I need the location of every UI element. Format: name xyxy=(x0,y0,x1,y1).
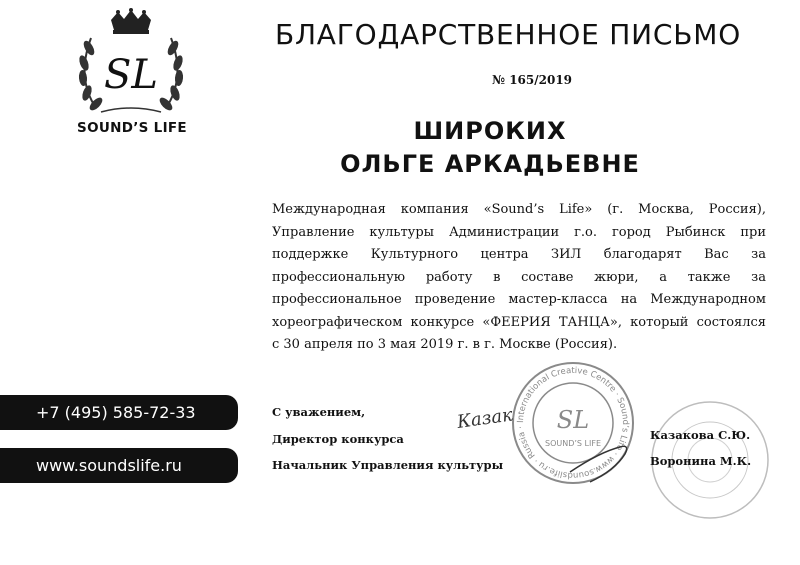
body-line: поддержке Культурного центра ЗИЛ благодарят Вас за xyxy=(272,247,766,262)
body-line: с 30 апреля по 3 мая 2019 г. в г. Москве (Россия). xyxy=(272,337,618,352)
laurel-right-icon xyxy=(158,38,185,112)
stamp-ring-text: International Creative Centre · Sound’s Life · www.soundslife.ru · Russia · xyxy=(515,365,631,481)
recipient-given-name: ОЛЬГЕ АРКАДЬЕВНЕ xyxy=(340,150,640,178)
laurel-left-icon xyxy=(78,38,105,112)
head-name: Воронина М.К. xyxy=(650,454,752,468)
body-line: Международная компания «Sound’s Life» (г. Москва, Россия), xyxy=(272,202,766,217)
website-bar: www.soundslife.ru xyxy=(0,448,238,483)
head-role: Начальник Управления культуры xyxy=(272,458,504,472)
director-role: Директор конкурса xyxy=(272,432,404,446)
handwritten-signature xyxy=(450,392,660,502)
stamp-monogram: SL xyxy=(556,406,590,434)
signature-text: Казак xyxy=(455,404,515,433)
regards-text: С уважением, xyxy=(272,405,366,419)
body-line: профессиональную работу в составе жюри, а также за xyxy=(272,269,766,285)
recipient-surname: ШИРОКИХ xyxy=(413,117,567,145)
letter-body xyxy=(272,199,766,357)
brand-name: SOUND’S LIFE xyxy=(77,120,187,136)
body-line: профессиональное проведение мастер-класса на Международном xyxy=(272,292,766,307)
director-name: Казакова С.Ю. xyxy=(650,428,751,442)
logo-monogram: SL xyxy=(104,52,158,98)
page-title: БЛАГОДАРСТВЕННОЕ ПИСЬМО xyxy=(274,18,742,51)
body-line: Управление культуры Администрации г.о. город Рыбинск при xyxy=(272,224,766,240)
crown-icon xyxy=(111,8,151,34)
body-line: хореографическом конкурсе «ФЕЕРИЯ ТАНЦА», который состоялся xyxy=(272,314,766,330)
letter-number: № 165/2019 xyxy=(491,73,573,87)
stamp-label: SOUND’S LIFE xyxy=(544,439,602,448)
phone-bar: +7 (495) 585-72-33 xyxy=(0,395,238,430)
